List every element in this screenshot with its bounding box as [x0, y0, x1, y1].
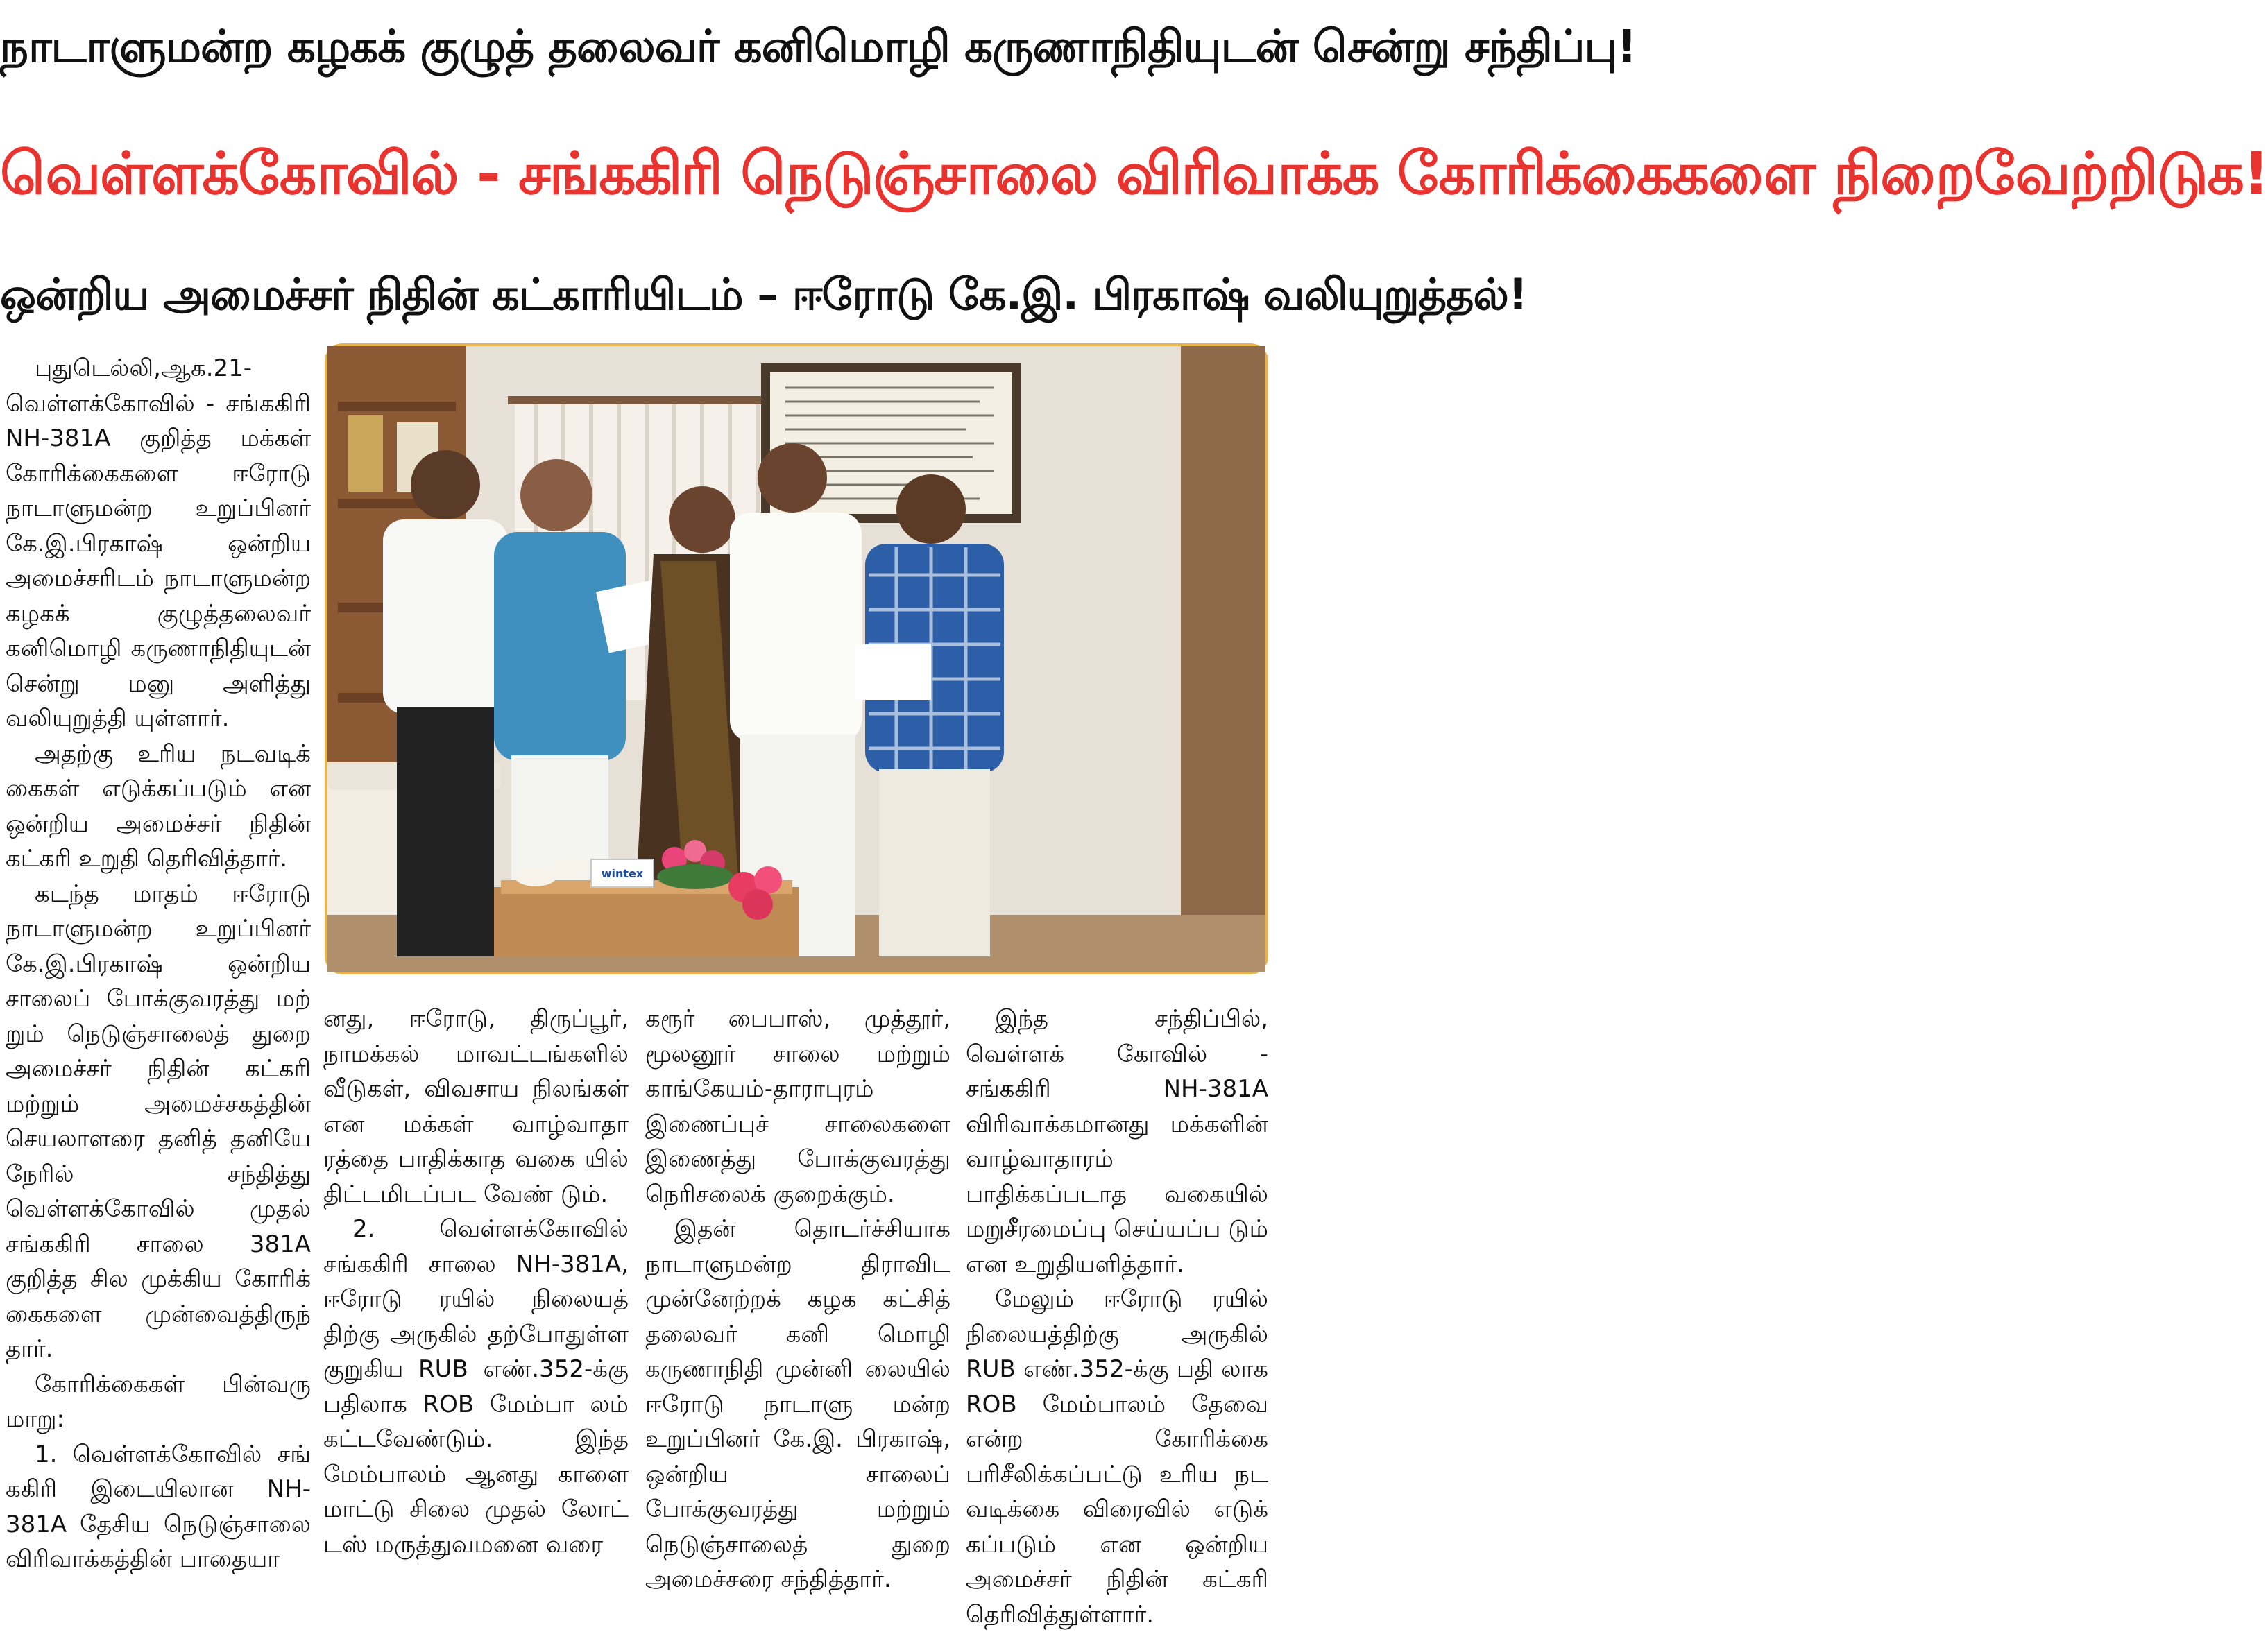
- article-column-4: [966, 1002, 1268, 1632]
- tissue-box-brand: wintex: [601, 867, 644, 880]
- column-1-paragraph: கடந்த மாதம் ஈரோடு நாடாளுமன்ற உறுப்பினர் கே.இ.பிரகாஷ் ஒன்றிய சாலைப் போக்குவரத்து மற் றும் நெடுஞ்சாலைத் துறை அமைச்சர் நிதின் கட்கரி மற்றும் அமைச்சகத்தின் செயலாளரை தனித் தனியே நேரில் சந்தித்து வெள்ளக்கோவில் முதல் சங்ககிரி சாலை 381A குறித்த சில முக்கிய கோரிக் கைகளை முன்வைத்திருந் தார்.: [6, 879, 311, 1363]
- column-1-paragraph: 1. வெள்ளக்கோவில் சங் ககிரி இடையிலான NH-381A தேசிய நெடுஞ்சாலை விரிவாக்கத்தின் பாதையா: [6, 1440, 311, 1573]
- column-1-paragraph: அதற்கு உரிய நடவடிக் கைகள் எடுக்கப்படும் என ஒன்றிய அமைச்சர் நிதின் கட்கரி உறுதி தெரிவித்தார்.: [6, 739, 311, 873]
- column-3-paragraph: கரூர் பைபாஸ், முத்தூர், மூலனூர் சாலை மற்றும் காங்கேயம்-தாராபுரம் இணைப்புச் சாலைகளை இணைத்து போக்குவரத்து நெரிசலைக் குறைக்கும்.: [645, 1005, 950, 1208]
- column-2-paragraph: னது, ஈரோடு, திருப்பூர், நாமக்கல் மாவட்டங்களில் வீடுகள், விவசாய நிலங்கள் என மக்கள் வாழ்வாதா ரத்தை பாதிக்காத வகை யில் திட்டமிடப்பட வேண் டும்.: [323, 1005, 629, 1208]
- column-2-paragraph: 2. வெள்ளக்கோவில் சங்ககிரி சாலை NH-381A, ஈரோடு ரயில் நிலையத் திற்கு அருகில் தற்போதுள்ள குறுகிய RUB எண்.352-க்கு பதிலாக ROB மேம்பா லம் கட்டவேண்டும். இந்த மேம்பாலம் ஆனது காளை மாட்டு சிலை முதல் லோட் டஸ் மருத்துவமனை வரை: [323, 1215, 629, 1558]
- news-photo: [325, 343, 1268, 974]
- column-1-paragraph: கோரிக்கைகள் பின்வரு மாறு:: [6, 1370, 311, 1433]
- headline-sub: ஒன்றிய அமைச்சர் நிதின் கட்காரியிடம் – ஈரோடு கே.இ. பிரகாஷ் வலியுறுத்தல்!: [0, 269, 1528, 320]
- article-column-3: [645, 1002, 950, 1597]
- column-4-paragraph: மேலும் ஈரோடு ரயில் நிலையத்திற்கு அருகில் RUB எண்.352-க்கு பதி லாக ROB மேம்பாலம் தேவை என்ற கோரிக்கை பரிசீலிக்கப்பட்டு உரிய நட வடிக்கை விரைவில் எடுக் கப்படும் என ஒன்றிய அமைச்சர் நிதின் கட்கரி தெரிவித்துள்ளார்.: [966, 1285, 1268, 1629]
- article-column-1: [6, 351, 311, 1577]
- article-column-2: [323, 1002, 629, 1562]
- column-3-paragraph: இதன் தொடர்ச்சியாக நாடாளுமன்ற திராவிட முன்னேற்றக் கழக கட்சித் தலைவர் கனி மொழி கருணாநிதி முன்னி லையில் ஈரோடு நாடாளு மன்ற உறுப்பினர் கே.இ. பிரகாஷ், ஒன்றிய சாலைப் போக்குவரத்து மற்றும் நெடுஞ்சாலைத் துறை அமைச்சரை சந்தித்தார்.: [645, 1215, 950, 1593]
- column-4-paragraph: இந்த சந்திப்பில், வெள்ளக் கோவில் - சங்ககிரி NH-381A விரிவாக்கமானது மக்களின் வாழ்வாதாரம் பாதிக்கப்படாத வகையில் மறுசீரமைப்பு செய்யப்ப டும் என உறுதியளித்தார்.: [966, 1005, 1268, 1278]
- column-1-paragraph: புதுடெல்லி,ஆக.21- வெள்ளக்கோவில் - சங்ககிரி NH-381A குறித்த மக்கள் கோரிக்கைகளை ஈரோடு நாடாளுமன்ற உறுப்பினர் கே.இ.பிரகாஷ் ஒன்றிய அமைச்சரிடம் நாடாளுமன்ற கழகக் குழுத்தலைவர் கனிமொழி கருணாநிதியுடன் சென்று மனு அளித்து வலியுறுத்தி யுள்ளார்.: [6, 354, 311, 732]
- meeting-photo-illustration: [327, 346, 1265, 972]
- headline-top: நாடாளுமன்ற கழகக் குழுத் தலைவர் கனிமொழி கருணாநிதியுடன் சென்று சந்திப்பு!: [0, 22, 1637, 73]
- headline-main: வெள்ளக்கோவில் - சங்ககிரி நெடுஞ்சாலை விரிவாக்க கோரிக்கைகளை நிறைவேற்றிடுக!: [0, 139, 2268, 207]
